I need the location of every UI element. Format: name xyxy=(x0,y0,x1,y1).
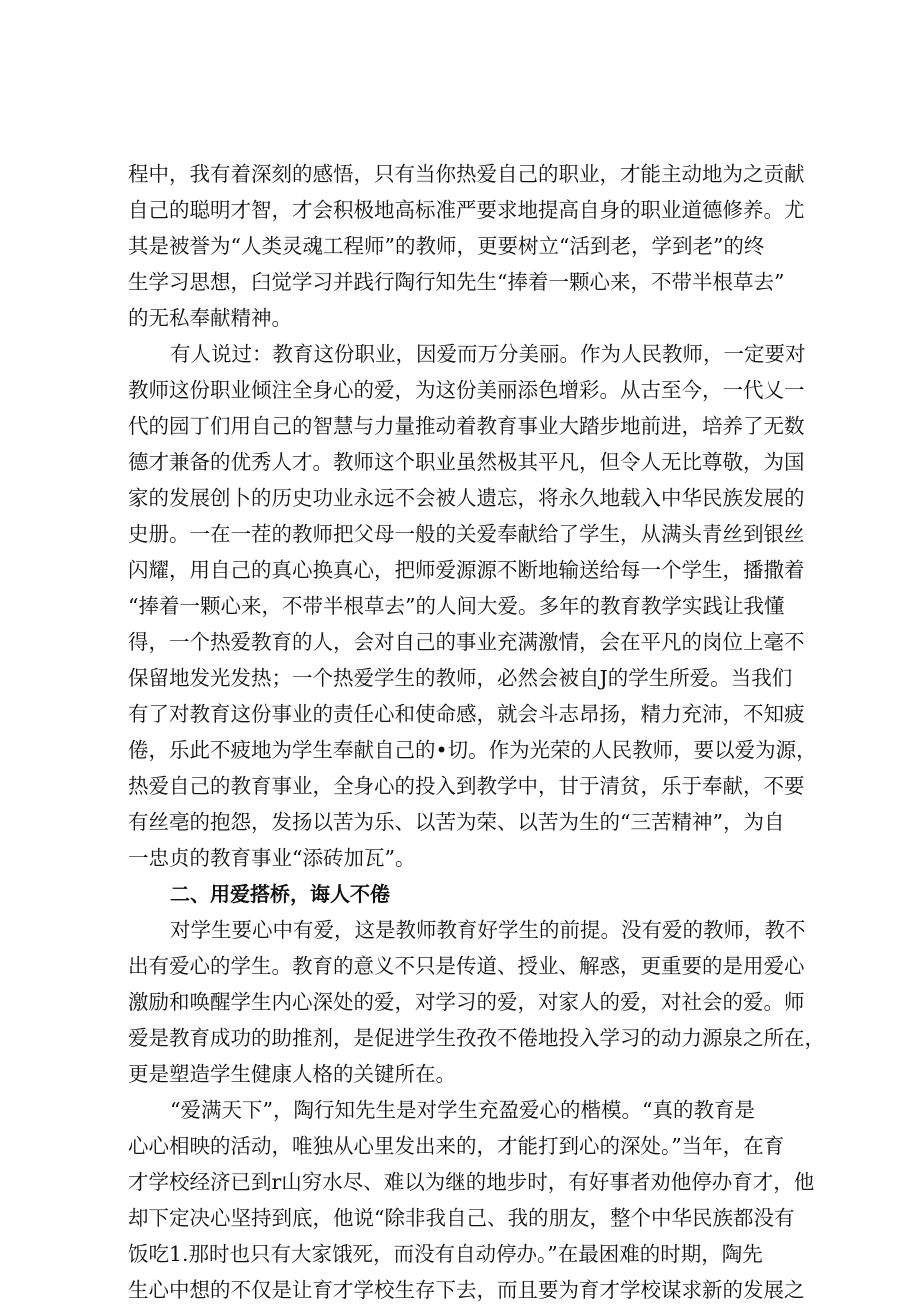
text-line: 更是塑造学生健康人格的关键所在。 xyxy=(128,1062,456,1086)
paragraph-4 xyxy=(128,1092,815,1308)
text-line: “爱满天下”，陶行知先生是对学生充盈爱心的楷模。“真的教育是 xyxy=(170,1098,755,1122)
text-line: 史册。一在一茬的教师把父母一般的关爱奉献给了学生，从满头青丝到银丝 xyxy=(128,522,805,546)
text-line: 有丝亳的抱怨，发扬以苦为乐、以苦为荣、以苦为生的“三苦精神”，为自 xyxy=(128,810,785,834)
text-line: 教师这份职业倾注全身心的爱，为这份美丽添色增彩。从古至今，一代乂一 xyxy=(128,378,805,402)
paragraph-3 xyxy=(128,912,825,1092)
paragraph-2 xyxy=(128,336,817,876)
text-line: 才学校经济已到r山穷水尽、难以为继的地步时，有好事者劝他停办育才，他 xyxy=(128,1170,815,1194)
text-line: 倦，乐此不疲地为学生奉献自己的•切。作为光荣的人民教师，要以爱为源， xyxy=(128,738,817,762)
text-line: “捧着一颗心来，不带半根草去”的人间大爱。多年的教育教学实践让我懂 xyxy=(128,594,785,618)
text-line: 生心中想的不仅是让育才学校生存下去，而且要为育才学校谋求新的发展之 xyxy=(128,1278,805,1302)
text-line: 热爱自己的教育事业，全身心的投入到教学中，甘于清贫，乐于奉献，不要 xyxy=(128,774,805,798)
text-line: 一忠贞的教育事业“添砖加瓦”。 xyxy=(128,846,416,870)
text-line: 饭吃1.那时也只有大家饿死，而没有自动停办。”在最困难的时期，陶先 xyxy=(128,1242,763,1266)
text-line: 却下定决心坚持到底，他说“除非我自己、我的朋友，整个中华民族都没有 xyxy=(128,1206,795,1230)
text-line: 生学习思想，臼觉学习并践行陶行知先生“捧着一颗心来，不带半根草去” xyxy=(128,270,785,294)
text-line: 闪耀，用自己的真心换真心，把师爱源源不断地输送给每一个学生，播撒着 xyxy=(128,558,805,582)
section-heading: 二、用爱搭桥，诲人不倦 xyxy=(170,882,390,906)
text-line: 代的园丁们用自己的智慧与力量推动着教育事业大踏步地前进，培养了无数 xyxy=(128,414,805,438)
text-line: 有人说过：教育这份职业，因爱而万分美丽。作为人民教师，一定要对 xyxy=(170,342,806,366)
text-line: 其是被誉为“人类灵魂工程师”的教师，更要树立“活到老，学到老”的终 xyxy=(128,234,765,258)
text-line: 对学生要心中有爱，这是教师教育好学生的前提。没有爱的教师，教不 xyxy=(170,918,806,942)
text-line: 的无私奉献精神。 xyxy=(128,306,292,330)
text-line: 自己的聪明才智，才会积极地高标准严要求地提高自身的职业道德修养。尤 xyxy=(128,198,805,222)
text-line: 德才兼备的优秀人才。教师这个职业虽然极其平凡，但令人无比尊敬，为国 xyxy=(128,450,805,474)
text-line: 出有爱心的学生。教育的意义不只是传道、授业、解惑，更重要的是用爱心 xyxy=(128,954,805,978)
text-line: 程中，我有着深刻的感悟，只有当你热爱自己的职业，才能主动地为之贡献 xyxy=(128,162,805,186)
text-line: 保留地发光发热；一个热爱学生的教师，必然会被自J的学生所爱。当我们 xyxy=(128,666,793,690)
document-body xyxy=(128,156,825,1308)
text-line: 爱是教育成功的助推剂，是促进学生孜孜不倦地投入学习的动力源泉之所在， xyxy=(128,1026,825,1050)
text-line: 心心相映的活动，唯独从心里发出来的，才能打到心的深处。”当年，在育 xyxy=(128,1134,785,1158)
text-line: 激励和唤醒学生内心深处的爱，对学习的爱，对家人的爱，对社会的爱。师 xyxy=(128,990,805,1014)
paragraph-1 xyxy=(128,156,805,336)
text-line: 得，一个热爱教育的人，会对自己的事业充满激情，会在平凡的岗位上毫不 xyxy=(128,630,805,654)
text-line: 家的发展创卜的历史功业永远不会被人遗忘，将永久地载入中华民族发展的 xyxy=(128,486,805,510)
text-line: 有了对教育这份事业的责任心和使命感，就会斗志昂扬，精力充沛，不知疲 xyxy=(128,702,805,726)
